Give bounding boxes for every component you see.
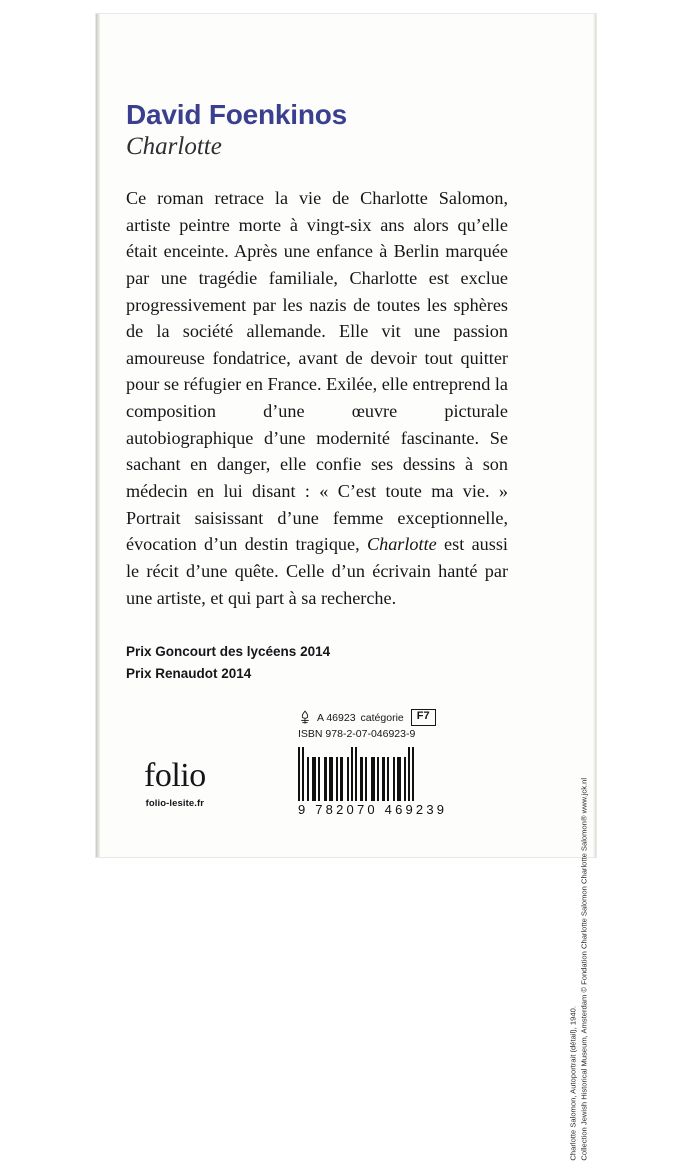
cover-text-block: [126, 100, 508, 685]
barcode-digits: 9 782070 469239: [298, 802, 448, 817]
book-title: Charlotte: [126, 133, 222, 161]
reference-code: A 46923: [317, 711, 356, 724]
reference-line: [298, 709, 538, 726]
isbn-number: ISBN 978-2-07-046923-9: [298, 728, 416, 740]
prizes-block: [126, 641, 508, 685]
credit-line: Collection Jewish Historical Museum, Amsterdam © Fondation Charlotte Salomon Charlotte Salomon® www.jck.nl: [579, 778, 589, 1161]
folio-wordmark-icon: folio: [144, 757, 206, 794]
prize-item: Prix Renaudot 2014: [126, 666, 252, 682]
barcode-bars: [298, 747, 510, 801]
blurb-paragraph: Ce roman retrace la vie de Charlotte Salomon, artiste peintre morte à vingt-six ans alors qu’elle était enceinte. Après une enfance à Berlin marquée par une tragédie familiale, Charlotte est exclue progressivement par les nazis de toutes les sphères de la société allemande. Elle vit une passion amoureuse fondatrice, avant de devoir tout quitter pour se réfugier en France. Exilée, elle entreprend la composition d’une œuvre picturale autobiographique d’une modernité fascinante. Se sachant en danger, elle confie ses dessins à son médecin en lui disant : « C’est toute ma vie. » Portrait saisissant d’une femme exceptionnelle, évocation d’un destin tragique, Charlotte est aussi le récit d’une quête. Celle d’un écrivain hanté par une artiste, et qui part à sa recherche.: [126, 187, 508, 608]
image-credits: [568, 778, 590, 1161]
publisher-logo: [144, 759, 206, 809]
cover-footer: [126, 699, 574, 829]
blurb-title-italic: Charlotte: [366, 534, 437, 555]
publisher-url: folio-lesite.fr: [145, 798, 205, 809]
gallimard-emblem-icon: [298, 710, 312, 725]
category-label: catégorie: [360, 711, 404, 724]
book-back-cover: [96, 14, 596, 1161]
barcode: [298, 747, 510, 817]
category-value: F7: [411, 709, 436, 726]
author-name: David Foenkinos: [126, 99, 348, 130]
credit-line: Charlotte Salomon, Autoportrait (détail), 1940.: [568, 1006, 578, 1161]
prize-item: Prix Goncourt des lycéens 2014: [126, 644, 331, 660]
isbn-block: [298, 709, 538, 817]
